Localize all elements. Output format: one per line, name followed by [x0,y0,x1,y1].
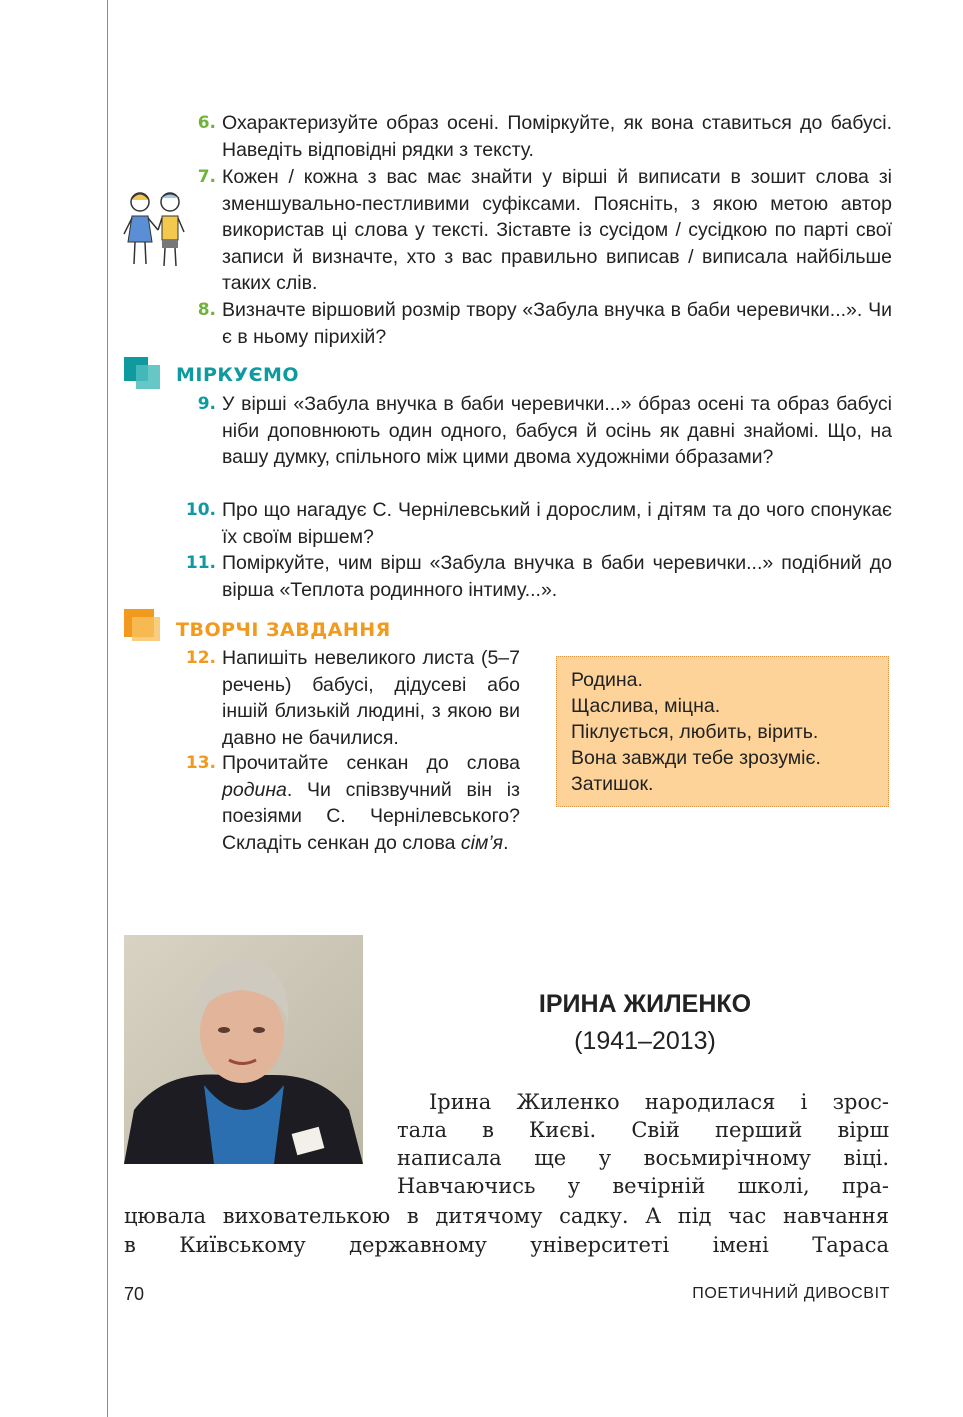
task-number: 6. [197,113,216,133]
task-13 [176,750,526,884]
task-number: 12. [185,648,216,668]
task-number: 9. [197,394,216,414]
task-12 [176,645,526,751]
bio-line: написала ще у восьмирічному віці. [397,1146,889,1170]
cinquain-line: Вона завжди тебе зрозуміє. [571,747,821,769]
task-text: Визначте віршовий розмір твору «Забула внучка в баби черевички...». Чи є в ньому пірихій? [222,299,892,348]
task-7 [176,164,892,298]
task-text: Кожен / кожна з вас має знайти у вірші й виписати в зошит слова зі зменшувально-пестливими суфіксами. Поясніть, з якою метою автор використав ці слова у тексті. Зіставте із сусідом / сусідкою по парті свої записи й визначте, хто з вас правильно виписав / виписала найбільше таких слів. [222,166,892,294]
page-number: 70 [124,1284,145,1304]
task-6 [176,110,892,164]
section-title-think: МІРКУЄМО [176,364,300,386]
task-11 [176,550,892,604]
section-title-creative: ТВОРЧІ ЗАВДАННЯ [176,619,391,641]
author-portrait [124,935,363,1164]
cinquain-line: Щаслива, міцна. [571,695,721,717]
section-marker-icon [136,365,160,389]
running-footer: ПОЕТИЧНИЙ ДИВОСВІТ [692,1285,890,1302]
cinquain-line: Родина. [571,669,643,691]
task-number: 11. [185,553,216,573]
task-number: 7. [197,167,216,187]
cinquain-line: Затишок. [571,773,654,795]
cinquain-box [556,656,889,807]
task-text: Поміркуйте, чим вірш «Забула внучка в баби черевички...» подібний до вірша «Теплота родинного інтиму...». [222,552,892,601]
task-number: 10. [185,500,216,520]
task-text: У вірші «Забула внучка в баби черевички...» óбраз осені та образ бабусі ніби доповнюють один одного, бабуся й осінь як давні знайомі. Що, на вашу думку, спільного між цими двома художніми óбразами? [222,393,892,468]
author-name: ІРИНА ЖИЛЕНКО [538,990,752,1018]
bio-line: тала в Києві. Свій перший вірш [397,1118,889,1142]
page-margin-line [107,0,108,1417]
task-number: 8. [197,300,216,320]
section-marker-icon [132,617,160,641]
task-text: Прочитайте сенкан до слова родина. Чи співзвучний він із поезіями С. Чернілевського? Складіть сенкан до слова сім’я. [222,752,520,854]
task-text: Про що нагадує С. Чернілевський і дорослим, і дітям та до чого спонукає їх своїм віршем? [222,499,892,548]
task-text: Напишіть невеликого листа (5–7 речень) бабусі, дідусеві або іншій близькій людині, з якою ви давно не бачилися. [222,647,520,749]
task-text: Охарактеризуйте образ осені. Поміркуйте, як вона ставиться до бабусі. Наведіть відповідні рядки з тексту. [222,112,892,161]
bio-line: в Київському державному університеті імені Тараса [124,1233,889,1257]
task-9 [176,391,892,499]
task-10 [176,497,892,551]
bio-line: Навчаючись у вечірній школі, пра- [397,1174,889,1198]
bio-line: Ірина Жиленко народилася і зрос- [429,1090,889,1114]
cinquain-line: Піклується, любить, вірить. [571,721,819,743]
bio-line: цювала вихователькою в дитячому садку. А під час навчання [124,1204,889,1228]
task-number: 13. [185,753,216,773]
task-8 [176,297,892,351]
pair-work-icon [118,186,190,270]
author-years: (1941–2013) [574,1027,716,1055]
